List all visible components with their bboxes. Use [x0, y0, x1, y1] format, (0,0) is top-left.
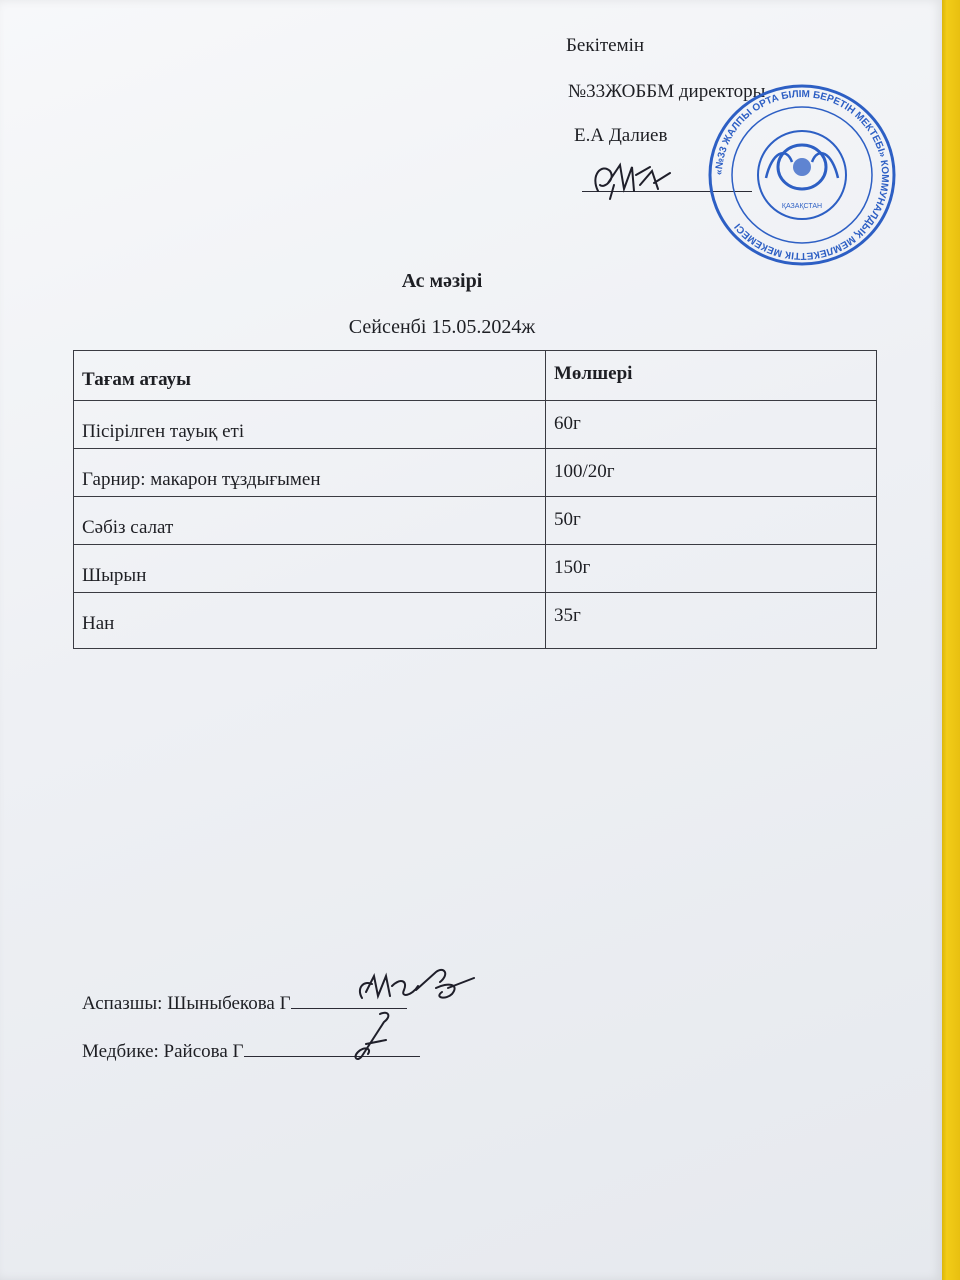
cook-label: Аспазшы: Шыныбекова Г [82, 993, 291, 1014]
nurse-signature [338, 1008, 418, 1064]
director-signature [580, 155, 690, 205]
dish-name: Гарнир: макарон тұздығымен [74, 449, 546, 497]
table-row [74, 401, 877, 449]
dish-amount: 50г [546, 497, 877, 545]
dish-name: Нан [74, 593, 546, 649]
dish-amount: 60г [546, 401, 877, 449]
cook-signature [352, 962, 482, 1012]
approval-line-2: №33ЖОББМ директоры [568, 81, 766, 102]
dish-name: Шырын [74, 545, 546, 593]
table-row [74, 545, 877, 593]
dish-amount: 150г [546, 545, 877, 593]
header-amount: Мөлшері [546, 351, 877, 401]
seal-center-text: ҚАЗАҚСТАН [781, 203, 823, 210]
seal-ring-text: «№33 ЖАЛПЫ ОРТА БІЛІМ БЕРЕТІН МЕКТЕБІ» КОММУНАЛДЫҚ МЕМЛЕКЕТТІК МЕКЕМЕСІ [713, 88, 891, 262]
header-dish-name: Тағам атауы [74, 351, 546, 401]
document-date: Сейсенбі 15.05.2024ж [348, 316, 536, 338]
dish-amount: 35г [546, 593, 877, 649]
official-seal [706, 82, 898, 268]
dish-amount: 100/20г [546, 449, 877, 497]
table-row [74, 497, 877, 545]
table-header-row [74, 351, 877, 401]
dish-name: Пісірілген тауық еті [74, 401, 546, 449]
nurse-label: Медбике: Райсова Г [82, 1041, 244, 1062]
approval-line-1: Бекітемін [566, 35, 645, 56]
dish-name: Сәбіз салат [74, 497, 546, 545]
menu-table [73, 350, 877, 649]
approval-line-3: Е.А Далиев [574, 125, 668, 146]
table-row [74, 593, 877, 649]
document-title: Ас мәзірі [401, 270, 483, 292]
table-row [74, 449, 877, 497]
